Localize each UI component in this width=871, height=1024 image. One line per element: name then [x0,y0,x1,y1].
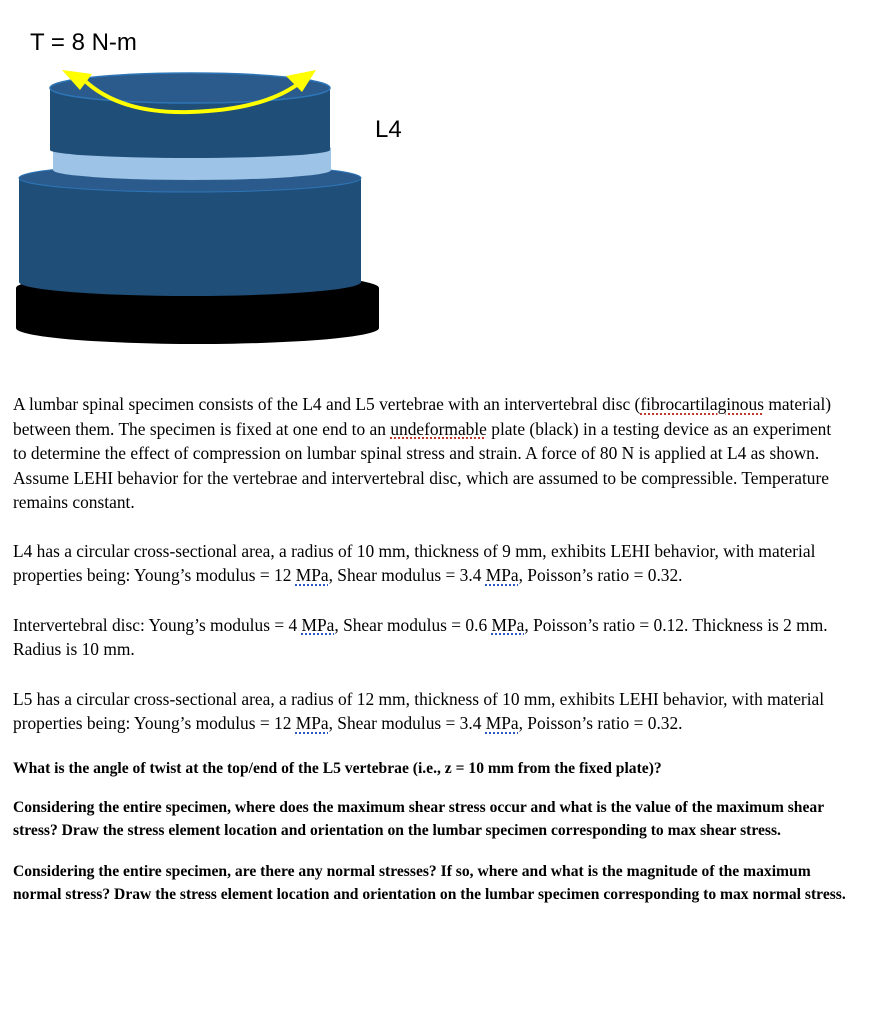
question-max-normal-stress: Considering the entire specimen, are there any normal stresses? If so, where and what is the magnitude of the maximum normal stress? Draw the stress element location and orientation on the lumbar specimen corresponding to max normal stress. [13,863,846,903]
intro-paragraph: A lumbar spinal specimen consists of the L4 and L5 vertebrae with an intervertebral disc (fibrocartilaginous material) between them. The specimen is fixed at one end to an undeformable plate (black) in a testing device as an experiment to determine the effect of compression on lumbar spinal stress and strain. A force of 80 N is applied at L4 as shown. Assume LEHI behavior for the vertebrae and intervertebral disc, which are assumed to be compressible. Temperature remains constant. [13,394,832,512]
specimen-diagram [0,0,871,370]
grammar-flag-word: MPa [301,614,335,635]
l5-vertebra [19,164,361,296]
spell-flag-word: undeformable [390,418,487,439]
problem-text [13,392,848,906]
torque-label: T = 8 N-m [30,29,137,56]
l4-label: L4 [375,116,402,143]
question-max-shear-stress: Considering the entire specimen, where does the maximum shear stress occur and what is the value of the maximum shear stress? Draw the stress element location and orientation on the lumbar specimen corresponding to max shear stress. [13,799,824,839]
grammar-flag-word: MPa [295,565,329,585]
grammar-flag-word: MPa [485,565,519,585]
grammar-flag-word: MPa [485,713,519,733]
l5-paragraph: L5 has a circular cross-sectional area, a radius of 12 mm, thickness of 10 mm, exhibits LEHI behavior, with material properties being: Young’s modulus = 12 MPa, Shear modulus = 3.4 MPa, Poisson’s ratio = 0.32. [13,688,825,733]
spell-flag-word: fibrocartilaginous [640,394,764,414]
question-angle-of-twist: What is the angle of twist at the top/end of the L5 vertebrae (i.e., z = 10 mm from the fixed plate)? [13,759,662,777]
grammar-flag-word: MPa [491,614,525,635]
l4-paragraph: L4 has a circular cross-sectional area, a radius of 10 mm, thickness of 9 mm, exhibits LEHI behavior, with material properties being: Young’s modulus = 12 MPa, Shear modulus = 3.4 MPa, Poisson’s ratio = 0.32. [13,540,816,585]
disc-paragraph: Intervertebral disc: Young’s modulus = 4 MPa, Shear modulus = 0.6 MPa, Poisson’s ratio = 0.12. Thickness is 2 mm. Radius is 10 mm. [13,614,828,659]
grammar-flag-word: MPa [295,713,329,733]
